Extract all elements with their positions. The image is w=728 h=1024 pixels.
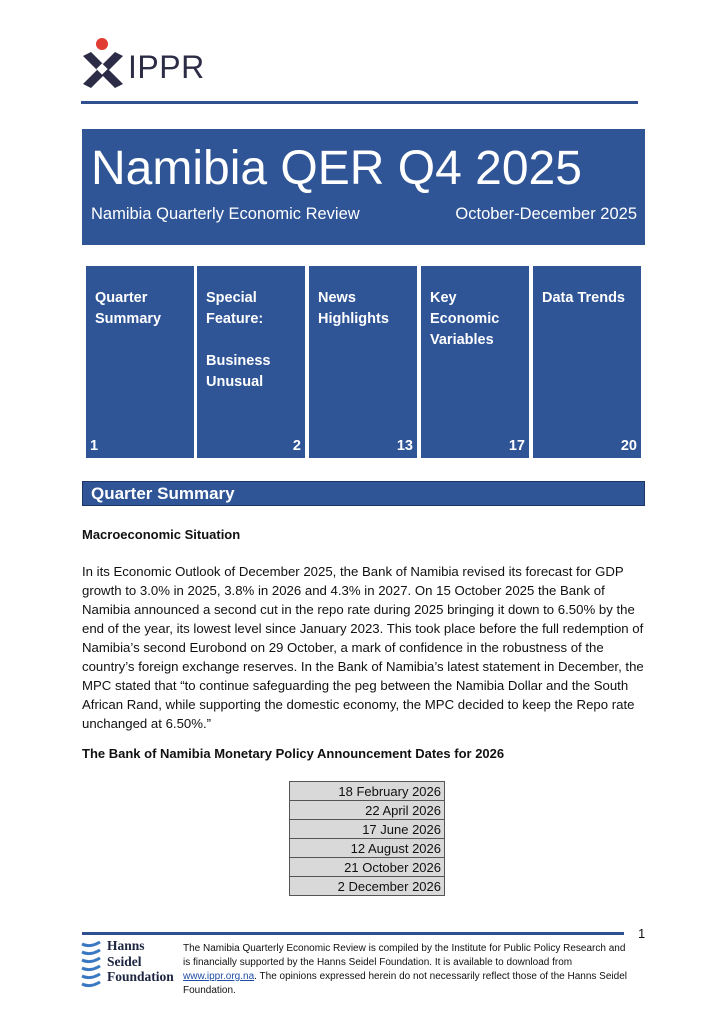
macro-heading: Macroeconomic Situation — [82, 527, 241, 542]
nav-tile-label: Data Trends — [542, 290, 625, 306]
section-header — [82, 481, 645, 506]
section-title: Quarter Summary — [91, 484, 235, 503]
nav-tile-label: Quarter Summary — [95, 290, 162, 327]
footer-text-before: The Namibia Quarterly Economic Review is compiled by the Institute for Public Policy Research and is financially supported by the Hanns Seidel Foundation. It is available to download from — [183, 943, 626, 968]
ippr-website-link[interactable]: www.ippr.org.na — [183, 971, 255, 982]
mpc-dates-table — [289, 781, 445, 896]
title-banner — [82, 129, 645, 245]
header-divider — [81, 101, 638, 104]
hsf-wave-icon — [80, 940, 102, 992]
hsf-logo-line: Foundation — [107, 969, 174, 984]
nav-tile-key-economic-variables[interactable] — [421, 266, 529, 458]
nav-tile-data-trends[interactable] — [533, 266, 641, 458]
nav-tile-page: 1 — [90, 438, 99, 454]
hanns-seidel-logo — [80, 938, 180, 992]
page-subtitle: Namibia Quarterly Economic Review — [91, 205, 360, 223]
nav-tile-page: 17 — [508, 438, 525, 454]
table-row — [290, 858, 445, 877]
date-cell: 2 December 2026 — [290, 877, 445, 896]
hsf-logo-line: Hanns — [107, 938, 145, 953]
nav-tile-label: News Highlights — [318, 290, 389, 327]
table-row — [290, 820, 445, 839]
table-row — [290, 801, 445, 820]
macro-paragraph: In its Economic Outlook of December 2025, the Bank of Namibia revised its forecast for GDP growth to 3.0% in 2025, 3.8% in 2026 and 4.3% in 2027. On 15 October 2025 the Bank of Namibia announced a second cut in the repo rate during 2025 bringing it down to 6.50% by the end of the year, its lowest level since January 2023. This took place before the full redemption of Namibia’s second Eurobond on 29 October, a mark of confidence in the robustness of the country’s foreign exchange reserves. In the Bank of Namibia’s latest statement in December, the MPC stated that “to continue safeguarding the peg between the Namibia Dollar and the South African Rand, while supporting the domestic economy, the MPC decided to keep the Repo rate unchanged at 6.50%.” — [82, 564, 644, 731]
footer-disclaimer — [183, 942, 633, 998]
nav-tile-special-feature[interactable] — [197, 266, 305, 458]
page-title: Namibia QER Q4 2025 — [91, 142, 582, 195]
mpc-dates-heading: The Bank of Namibia Monetary Policy Announcement Dates for 2026 — [82, 746, 505, 761]
page-number: 1 — [638, 926, 646, 941]
table-row — [290, 782, 445, 801]
date-cell: 17 June 2026 — [290, 820, 445, 839]
nav-tile-news-highlights[interactable] — [309, 266, 417, 458]
footer-divider — [82, 932, 624, 935]
nav-tile-quarter-summary[interactable] — [86, 266, 194, 458]
period-label: October-December 2025 — [455, 205, 637, 223]
nav-tile-label: Special Feature: Business Unusual — [206, 290, 271, 390]
date-cell: 22 April 2026 — [290, 801, 445, 820]
date-cell: 21 October 2026 — [290, 858, 445, 877]
nav-tile-label: Key Economic Variables — [430, 290, 500, 348]
date-cell: 12 August 2026 — [290, 839, 445, 858]
nav-tile-page: 2 — [292, 438, 301, 454]
nav-tile-page: 20 — [620, 438, 637, 454]
table-row — [290, 839, 445, 858]
date-cell: 18 February 2026 — [290, 782, 445, 801]
nav-tile-page: 13 — [396, 438, 413, 454]
footer-text-after: . The opinions expressed herein do not necessarily reflect those of the Hanns Seidel Foundation. — [183, 971, 627, 996]
hsf-logo-line: Seidel — [107, 953, 142, 969]
table-row — [290, 877, 445, 896]
ippr-mark-icon — [80, 36, 130, 92]
logo-text: IPPR — [128, 49, 205, 85]
